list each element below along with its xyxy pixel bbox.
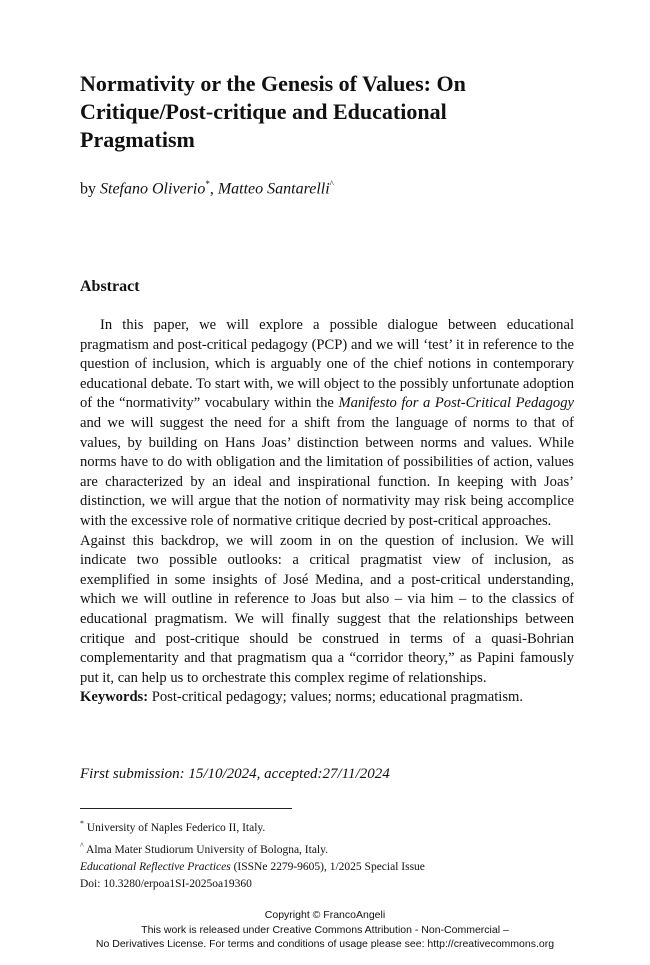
byline-prefix: by xyxy=(80,180,96,198)
copyright-line: Copyright © FrancoAngeli xyxy=(264,909,386,921)
footnote-text: University of Naples Federico II, Italy. xyxy=(86,821,266,834)
author-name: Stefano Oliverio xyxy=(100,180,206,198)
author-name: Matteo Santarelli xyxy=(217,180,330,198)
abstract-paragraph: Against this backdrop, we will zoom in on the question of inclusion. We will indicate two possible outlooks: a critical pragmatist view of inclusion, as exemplified in some insights of José Medina, and a post-critical understanding, which we will outline in reference to Joas but also – via him – to the classics of educational pragmatism. We will finally suggest that the relationships between critique and post-critique should be construed in terms of a quasi-Bohrian complementarity and that pragmatism qua a “corridor theory,” as Papini famously put it, can help us to orchestrate this complex regime of relationships. xyxy=(80,532,574,686)
doi: Doi: 10.3280/erpoa1SI-2025oa19360 xyxy=(80,878,252,890)
footnote-mark: * xyxy=(80,819,84,828)
journal-details: (ISSNe 2279-9605), 1/2025 Special Issue xyxy=(233,861,425,873)
keywords-text: Post-critical pedagogy; values; norms; educational pragmatism. xyxy=(151,689,524,706)
journal-info xyxy=(80,859,425,893)
submission-dates: First submission: 15/10/2024, accepted:27/11/2024 xyxy=(80,766,390,782)
license-line: This work is released under Creative Commons Attribution - Non-Commercial – xyxy=(141,923,509,936)
paper-title xyxy=(80,70,550,154)
affiliation-mark: * xyxy=(205,179,210,189)
abstract-text: In this paper, we will explore a possible dialogue between educational pragmatism and post-critical pedagogy (PCP) and we will ‘test’ it in reference to the question of inclusion, which is arguably one of the chief notions in contemporary educational debate. To start with, we will object to the possibly unfortunate adoption of the “normativity” vocabulary within the xyxy=(80,317,574,412)
footnote xyxy=(80,837,328,859)
keywords-label: Keywords: xyxy=(80,689,149,706)
license-line: No Derivatives License. For terms and conditions of usage please see: http://creativecommons.org xyxy=(95,938,555,950)
title-line: Pragmatism xyxy=(80,127,195,152)
title-line: Critique/Post-critique and Educational xyxy=(80,99,447,124)
journal-citation xyxy=(80,859,425,876)
title-line: Normativity or the Genesis of Values: On xyxy=(80,71,466,96)
byline-separator: , xyxy=(209,180,214,198)
copyright-notice xyxy=(0,908,650,952)
affiliation-mark: ^ xyxy=(329,179,334,189)
footnote-divider xyxy=(80,808,292,809)
footnotes xyxy=(80,815,328,859)
abstract-body xyxy=(80,316,574,708)
footnote xyxy=(80,815,328,837)
journal-name: Educational Reflective Practices xyxy=(80,861,231,873)
footnote-text: Alma Mater Studiorum University of Bologna, Italy. xyxy=(86,843,329,856)
abstract-paragraph xyxy=(80,316,574,532)
footnote-mark: ^ xyxy=(80,840,84,850)
cited-title: Manifesto for a Post-Critical Pedagogy xyxy=(338,395,574,412)
abstract-text: and we will suggest the need for a shift from the language of norms to that of values, by building on Hans Joas’ distinction between norms and values. While norms have to do with obligation and the limitation of possibilities of action, values are characterized by an ideal and inspirational function. In keeping with Joas’ distinction, we will argue that the notion of normativity may risk being accomplice with the excessive role of normative critique decried by post-critical approaches. xyxy=(80,414,574,529)
keywords xyxy=(80,688,574,708)
abstract-heading: Abstract xyxy=(80,278,140,295)
author-byline xyxy=(80,174,334,199)
